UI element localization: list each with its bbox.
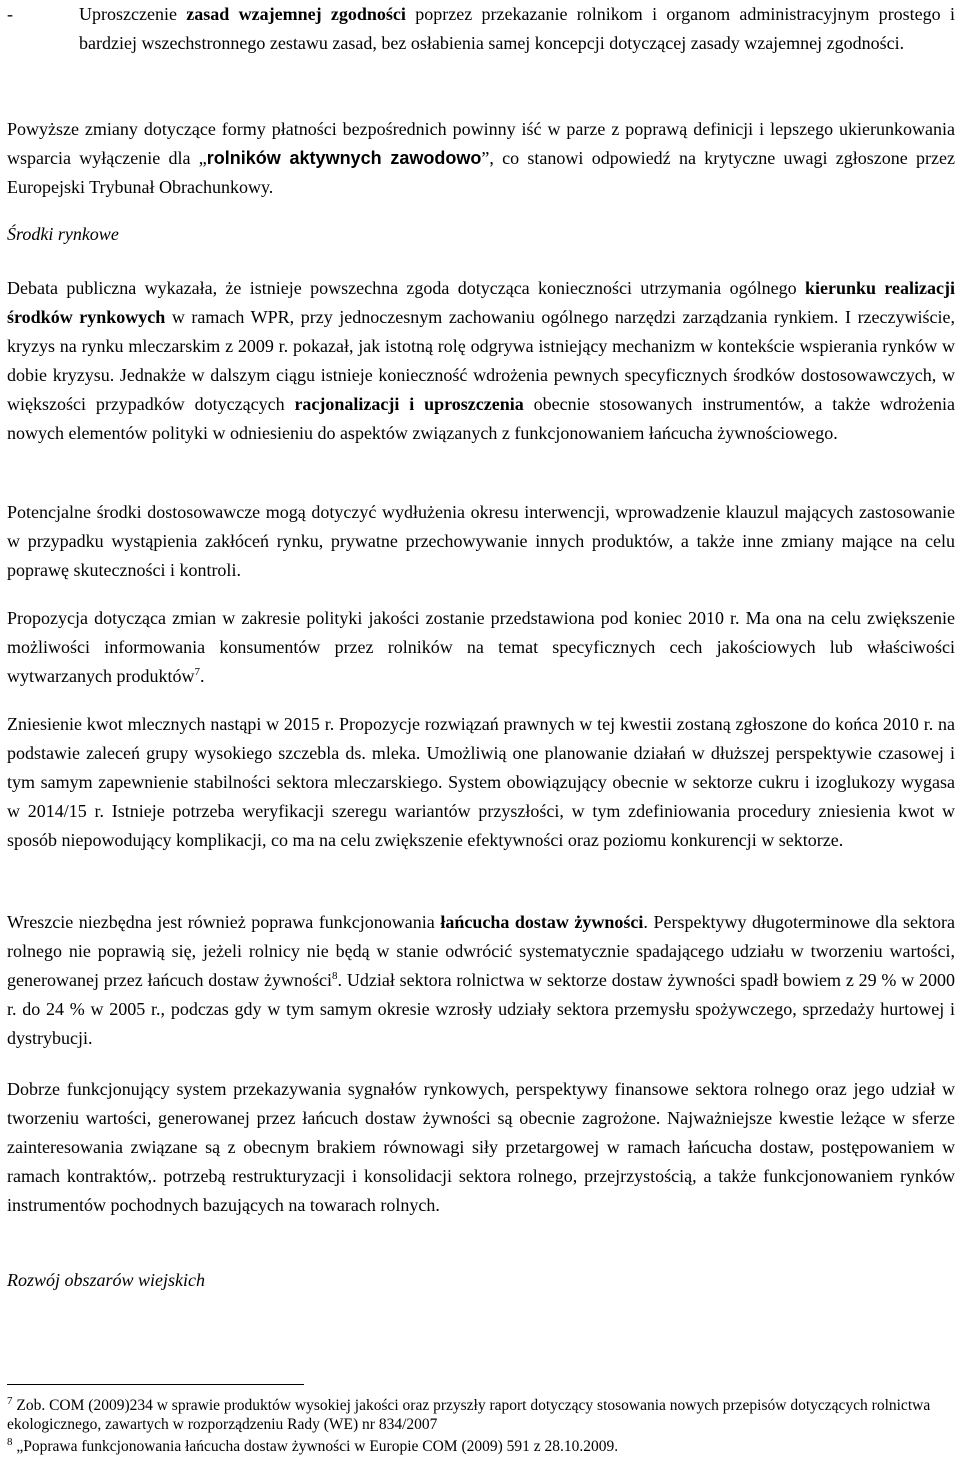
- text-run: poprzez przekazanie rolnikom i organom administracyjnym prostego i bardziej wszechstronnego zestawu zasad, bez osłabienia samej koncepcji dotyczącej zasady wzajemnej zgodności.: [79, 4, 955, 53]
- footnote-number: 8: [7, 1435, 13, 1448]
- text-run: obecnie stosowanych instrumentów, a także wdrożenia nowych elementów polityki w odniesieniu do aspektów związanych z funkcjonowaniem łańcucha żywnościowego.: [7, 394, 956, 443]
- paragraph-potential-measures: Potencjalne środki dostosowawcze mogą dotyczyć wydłużenia okresu interwencji, wprowadzenie klauzul mających zastosowanie w przypadku wystąpienia zakłóceń rynku, prywatne przechowywanie innych produktów, a także inne zmiany mające na celu poprawę skuteczności i kontroli.: [7, 502, 955, 580]
- text-run: Powyższe zmiany dotyczące formy płatności bezpośrednich powinny iść w parze z poprawą definicji i lepszego ukierunkowania wsparcia wyłączenie dla „: [7, 119, 955, 168]
- bold-run: łańcucha dostaw żywności: [440, 912, 644, 932]
- footnote-8: [7, 1437, 955, 1456]
- paragraph-direct-payments: [7, 115, 955, 202]
- footnote-number: 7: [7, 1394, 13, 1407]
- paragraph-debate: [7, 274, 955, 448]
- footnote-ref[interactable]: 8: [332, 970, 338, 982]
- footnote-text: „Poprawa funkcjonowania łańcucha dostaw żywności w Europie COM (2009) 591 z 28.10.2009.: [12, 1438, 619, 1455]
- footnote-separator: [7, 1384, 304, 1385]
- text-run: . Udział sektora rolnictwa w sektorze dostaw żywności spadł bowiem z 29 % w 2000 r. do 24 % w 2005 r., podczas gdy w tym samym okresie wzrosły udziały sektora przemysłu spożywczego, sprzedaży hurtowej i dystrybucji.: [7, 970, 955, 1048]
- bullet-marker: -: [7, 4, 13, 24]
- paragraph-market-signals: Dobrze funkcjonujący system przekazywania sygnałów rynkowych, perspektywy finansowe sektora rolnego oraz jego udział w tworzeniu wartości, generowanej przez łańcuch dostaw żywności są obecnie zagrożone. Najważniejsze kwestie leżące w sferze zainteresowania związane są z obecnym brakiem równowagi siły przetargowej w ramach łańcucha dostaw, postępowaniem w ramach kontraktów,. potrzebą restrukturyzacji i konsolidacji sektora rolnego, przejrzystością, a także funkcjonowaniem rynków instrumentów pochodnych bazujących na towarach rolnych.: [7, 1079, 955, 1215]
- bold-run: zasad wzajemnej zgodności: [186, 4, 406, 24]
- section-heading-market-measures: Środki rynkowe: [7, 224, 119, 244]
- text-run: ”, co stanowi odpowiedź na krytyczne uwagi zgłoszone przez Europejski Trybunał Obrachunkowy.: [7, 148, 955, 197]
- text-run: w ramach WPR, przy jednoczesnym zachowaniu ogólnego narzędzi zarządzania rynkiem. I rzeczywiście, kryzys na rynku mleczarskim z 2009 r. pokazał, jak istotną rolę odgrywa istniejący mechanizm w kontekście wspierania rynków w dobie kryzysu. Jednakże w dalszym ciągu istnieje konieczność wdrożenia pewnych specyficznych środków dostosowawczych, w większości przypadków dotyczących: [7, 307, 955, 414]
- section-heading-rural-development: Rozwój obszarów wiejskich: [7, 1270, 206, 1290]
- bullet-paragraph: [79, 0, 955, 58]
- paragraph-quality-policy: [7, 604, 955, 691]
- bold-run: kierunku realizacji środków rynkowych: [7, 278, 955, 327]
- text-run: .: [199, 666, 205, 686]
- bold-run: rolników aktywnych zawodowo: [206, 148, 482, 168]
- text-run: . Perspektywy długoterminowe dla sektora rolnego nie poprawią się, jeżeli rolnicy nie będą w stanie odwrócić systematycznie spadającego udziału w tworzeniu wartości, generowanej przez łańcuch dostaw żywności: [7, 912, 956, 990]
- footnote-7: [7, 1396, 955, 1434]
- text-run: Wreszcie niezbędna jest również poprawa funkcjonowania: [7, 912, 441, 932]
- text-run: Debata publiczna wykazała, że istnieje powszechna zgoda dotycząca konieczności utrzymania ogólnego: [7, 278, 805, 298]
- bold-run: racjonalizacji i uproszczenia: [294, 394, 524, 414]
- paragraph-milk-quotas: Zniesienie kwot mlecznych nastąpi w 2015 r. Propozycje rozwiązań prawnych w tej kwestii zostaną zgłoszone do końca 2010 r. na podstawie zaleceń grupy wysokiego szczebla ds. mleka. Umożliwią one planowanie działań w dłuższej perspektywie czasowej i tym samym zapewnienie stabilności sektora mleczarskiego. System obowiązujący obecnie w sektorze cukru i izoglukozy wygasa w 2014/15 r. Istnieje potrzeba weryfikacji szeregu wariantów przyszłości, w tym zdefiniowania procedury zniesienia kwot w sposób niepowodujący komplikacji, co ma na celu zwiększenie efektywności oraz poziomu konkurencji w sektorze.: [7, 714, 955, 850]
- text-run: Propozycja dotycząca zmian w zakresie polityki jakości zostanie przedstawiona pod koniec 2010 r. Ma ona na celu zwiększenie możliwości informowania konsumentów przez rolników na temat specyficznych cech jakościowych lub właściwości wytwarzanych produktów: [7, 608, 955, 686]
- text-run: Uproszczenie: [79, 4, 187, 24]
- footnote-ref[interactable]: 7: [194, 666, 200, 678]
- footnote-text: Zob. COM (2009)234 w sprawie produktów wysokiej jakości oraz przyszły raport dotyczący stosowania nowych przepisów dotyczących rolnictwa ekologicznego, zawartych w rozporządzeniu Rady (WE) nr 834/2007: [7, 1397, 931, 1433]
- paragraph-food-chain: [7, 908, 955, 1053]
